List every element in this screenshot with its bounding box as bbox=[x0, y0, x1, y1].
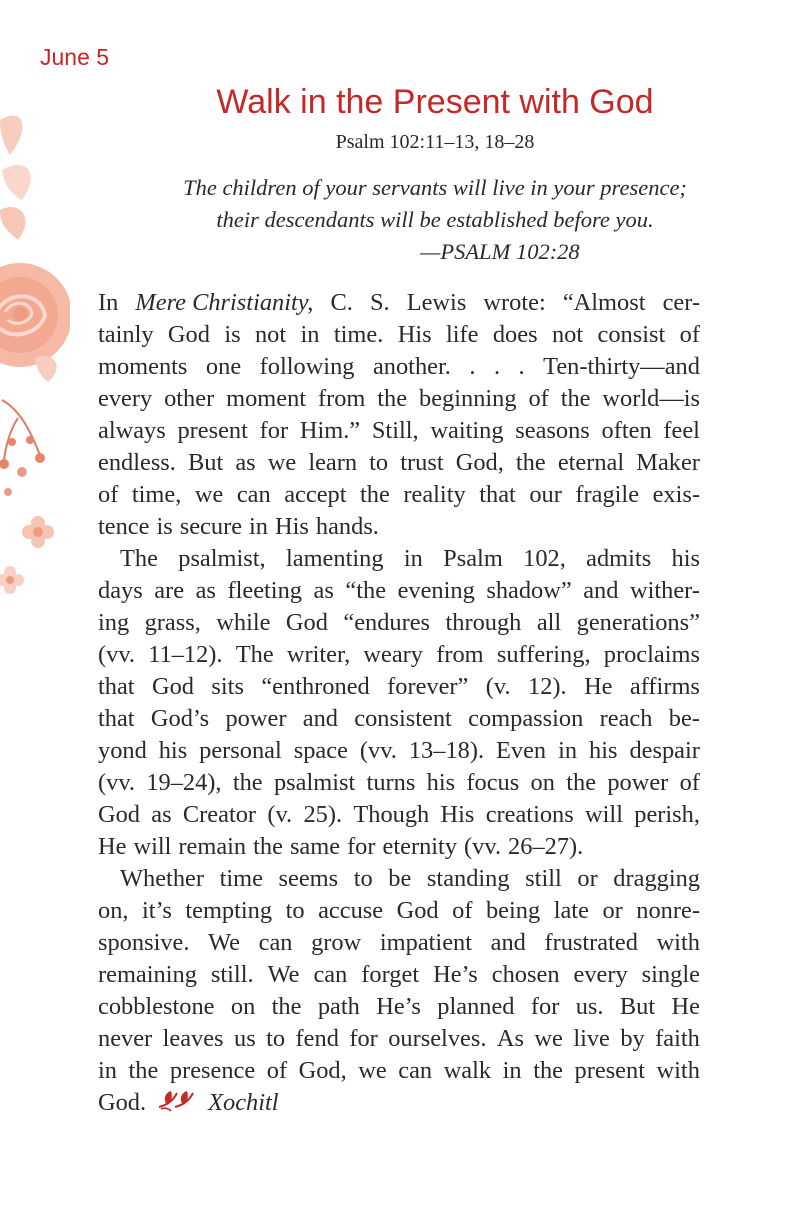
word: of bbox=[98, 481, 119, 508]
word: the bbox=[533, 1057, 563, 1084]
word: in bbox=[249, 513, 269, 540]
text-line bbox=[98, 351, 700, 383]
word: be- bbox=[668, 705, 700, 732]
word: always bbox=[98, 417, 166, 444]
word: as bbox=[235, 449, 256, 476]
word: the bbox=[253, 833, 283, 860]
word: shadow” bbox=[486, 577, 572, 604]
verse-line: The children of your servants will live in your presence; bbox=[183, 175, 687, 200]
word: accept bbox=[284, 481, 347, 508]
word: He bbox=[671, 993, 700, 1020]
text-line bbox=[98, 671, 700, 703]
word: “enthroned bbox=[261, 673, 370, 700]
word: walk bbox=[443, 1057, 492, 1084]
word: despair bbox=[629, 737, 700, 764]
word: (vv. bbox=[464, 833, 502, 860]
word: eternity bbox=[382, 833, 458, 860]
word: the bbox=[377, 385, 408, 412]
word: and bbox=[583, 577, 619, 604]
text-line bbox=[98, 383, 700, 415]
word: and bbox=[490, 929, 526, 956]
word: . bbox=[518, 353, 525, 380]
word: He bbox=[584, 673, 613, 700]
word: (v. bbox=[267, 801, 293, 828]
text-line bbox=[98, 543, 700, 575]
word: God, bbox=[455, 449, 504, 476]
double-leaf-icon bbox=[157, 1087, 197, 1113]
word: while bbox=[216, 609, 271, 636]
word: evening bbox=[397, 577, 475, 604]
word: single bbox=[641, 961, 700, 988]
word: waiting bbox=[430, 417, 504, 444]
word: same bbox=[289, 833, 341, 860]
word: to bbox=[369, 449, 389, 476]
word: life bbox=[445, 321, 479, 348]
word: seasons bbox=[515, 417, 590, 444]
word: ourselves. bbox=[388, 1025, 487, 1052]
word: every bbox=[573, 961, 628, 988]
word: another. bbox=[372, 353, 451, 380]
text-line bbox=[98, 479, 700, 511]
word: his bbox=[589, 737, 618, 764]
word: standing bbox=[426, 865, 510, 892]
text-line bbox=[98, 799, 700, 831]
word: in bbox=[502, 1057, 522, 1084]
word: late bbox=[553, 897, 589, 924]
text-line bbox=[98, 959, 700, 991]
word: time bbox=[219, 865, 263, 892]
word: compassion bbox=[468, 705, 584, 732]
word: 19–24), bbox=[146, 769, 222, 796]
word: God, bbox=[298, 1057, 347, 1084]
word: nonre- bbox=[636, 897, 700, 924]
word: endless. bbox=[98, 449, 176, 476]
word: with bbox=[656, 929, 700, 956]
word: to bbox=[353, 865, 373, 892]
text-line bbox=[98, 863, 700, 895]
devotional-body bbox=[98, 287, 700, 1119]
word: path bbox=[317, 993, 360, 1020]
text-line bbox=[98, 1055, 700, 1087]
word: from bbox=[436, 641, 484, 668]
word: being bbox=[485, 897, 541, 924]
word: wither- bbox=[629, 577, 700, 604]
text-line bbox=[98, 735, 700, 767]
word: on bbox=[230, 993, 256, 1020]
word: cer- bbox=[662, 289, 700, 316]
word: it’s bbox=[142, 897, 172, 924]
word: not bbox=[254, 321, 287, 348]
word: feel bbox=[663, 417, 700, 444]
word: Even bbox=[496, 737, 547, 764]
word: 11–12). bbox=[148, 641, 223, 668]
word: exis- bbox=[652, 481, 700, 508]
word: that bbox=[479, 481, 516, 508]
word: hands. bbox=[315, 513, 379, 540]
word: the bbox=[560, 385, 591, 412]
word: God’s bbox=[150, 705, 210, 732]
word: can bbox=[258, 929, 293, 956]
word: grow bbox=[311, 929, 362, 956]
word: tainly bbox=[98, 321, 154, 348]
word: every bbox=[98, 385, 153, 412]
word: creations bbox=[485, 801, 574, 828]
word: “the bbox=[345, 577, 387, 604]
word: as bbox=[313, 577, 334, 604]
word: cobblestone bbox=[98, 993, 215, 1020]
word: of bbox=[452, 897, 473, 924]
word: the bbox=[271, 993, 302, 1020]
word: his bbox=[426, 769, 456, 796]
word: writer, bbox=[286, 641, 351, 668]
word: of bbox=[528, 385, 549, 412]
scripture-reference: Psalm 102:11–13, 18–28 bbox=[335, 131, 535, 153]
word: following bbox=[259, 353, 355, 380]
word: affirms bbox=[629, 673, 700, 700]
word: C. bbox=[330, 289, 353, 316]
word: . bbox=[493, 353, 501, 380]
word: as bbox=[151, 801, 172, 828]
word: us. bbox=[575, 993, 604, 1020]
word: are bbox=[154, 577, 185, 604]
word: 25). bbox=[303, 801, 343, 828]
word: 12). bbox=[528, 673, 567, 700]
word: generations” bbox=[576, 609, 700, 636]
word: Lewis bbox=[406, 289, 467, 316]
word: trust bbox=[400, 449, 444, 476]
word: of bbox=[266, 1057, 288, 1084]
word: God bbox=[98, 801, 141, 828]
word: through bbox=[445, 609, 522, 636]
word: In bbox=[98, 289, 119, 316]
word: (vv. bbox=[359, 737, 397, 764]
verse-line: their descendants will be established before you. bbox=[216, 207, 654, 232]
word: . bbox=[469, 353, 476, 380]
word: can bbox=[236, 481, 271, 508]
word: still. bbox=[210, 961, 254, 988]
word: 26–27). bbox=[508, 833, 584, 860]
word: dragging bbox=[613, 865, 700, 892]
word: seems bbox=[278, 865, 339, 892]
word: often bbox=[601, 417, 652, 444]
word: learn bbox=[308, 449, 358, 476]
word: remain bbox=[178, 833, 247, 860]
text-line bbox=[98, 1087, 700, 1119]
word: other bbox=[164, 385, 215, 412]
word: focus bbox=[466, 769, 520, 796]
word: suffering, bbox=[496, 641, 591, 668]
word: “Almost bbox=[562, 289, 646, 316]
word: leaves bbox=[162, 1025, 224, 1052]
word: chosen bbox=[491, 961, 560, 988]
word: power bbox=[607, 769, 669, 796]
word: 13–18). bbox=[408, 737, 485, 764]
word: 102, bbox=[523, 545, 566, 572]
word: the bbox=[232, 769, 263, 796]
word: lamenting bbox=[285, 545, 384, 572]
word: and bbox=[302, 705, 338, 732]
word: on, bbox=[98, 897, 129, 924]
word: forget bbox=[361, 961, 420, 988]
word: from bbox=[317, 385, 366, 412]
word: He’s bbox=[433, 961, 478, 988]
word: is bbox=[224, 321, 241, 348]
word: We bbox=[267, 961, 300, 988]
word: his bbox=[158, 737, 188, 764]
word: faith bbox=[655, 1025, 700, 1052]
word: Creator bbox=[182, 801, 257, 828]
word: psalmist, bbox=[178, 545, 266, 572]
word: personal bbox=[199, 737, 282, 764]
word: weary bbox=[363, 641, 424, 668]
word: in bbox=[558, 737, 578, 764]
word: his bbox=[671, 545, 700, 572]
word: be bbox=[388, 865, 412, 892]
word: we bbox=[534, 1025, 563, 1052]
word: perish, bbox=[634, 801, 700, 828]
verse-citation: —PSALM 102:28 bbox=[420, 239, 580, 264]
word: consist bbox=[597, 321, 666, 348]
word: ing bbox=[98, 609, 130, 636]
text-line bbox=[98, 319, 700, 351]
word: His bbox=[440, 801, 475, 828]
word: world—is bbox=[602, 385, 700, 412]
word: in bbox=[300, 321, 320, 348]
text-line bbox=[98, 1023, 700, 1055]
word: that bbox=[98, 673, 135, 700]
word: in bbox=[98, 1057, 117, 1084]
word: we bbox=[194, 481, 224, 508]
paragraph bbox=[98, 863, 700, 1119]
word: sponsive. bbox=[98, 929, 190, 956]
page-title: Walk in the Present with God bbox=[216, 83, 654, 121]
text-line bbox=[98, 511, 700, 543]
word: God. bbox=[98, 1089, 147, 1116]
word: that bbox=[98, 705, 135, 732]
key-verse bbox=[90, 172, 780, 268]
text-line bbox=[98, 831, 700, 863]
word: never bbox=[98, 1025, 153, 1052]
text-line bbox=[98, 447, 700, 479]
word: “endures bbox=[343, 609, 431, 636]
text-line bbox=[98, 927, 700, 959]
word: forever” bbox=[387, 673, 469, 700]
word: days bbox=[98, 577, 143, 604]
word: remaining bbox=[98, 961, 197, 988]
word: tempting bbox=[185, 897, 273, 924]
word: God bbox=[285, 609, 328, 636]
word: one bbox=[205, 353, 242, 380]
word: grass, bbox=[144, 609, 201, 636]
word: yond bbox=[98, 737, 147, 764]
text-line bbox=[98, 607, 700, 639]
word: (vv. bbox=[98, 769, 136, 796]
word: Him.” bbox=[299, 417, 361, 444]
word: accuse bbox=[318, 897, 384, 924]
word: can bbox=[398, 1057, 433, 1084]
word: The bbox=[120, 545, 158, 572]
word: Psalm bbox=[443, 545, 503, 572]
word: the bbox=[515, 449, 546, 476]
word: for bbox=[530, 993, 560, 1020]
text-line bbox=[98, 991, 700, 1023]
word: with bbox=[656, 1057, 700, 1084]
word: But bbox=[188, 449, 224, 476]
word: by bbox=[620, 1025, 645, 1052]
word: presence bbox=[169, 1057, 256, 1084]
word: on bbox=[530, 769, 555, 796]
word: (v. bbox=[485, 673, 511, 700]
word: Ten-thirty—and bbox=[543, 353, 700, 380]
word: He’s bbox=[376, 993, 421, 1020]
word: fragile bbox=[575, 481, 640, 508]
word: will bbox=[585, 801, 623, 828]
date-label: June 5 bbox=[40, 44, 110, 70]
word: proclaims bbox=[603, 641, 700, 668]
text-line bbox=[98, 639, 700, 671]
word: God bbox=[167, 321, 210, 348]
word: wrote: bbox=[483, 289, 546, 316]
word: present bbox=[574, 1057, 645, 1084]
word: for bbox=[347, 833, 376, 860]
word: frustrated bbox=[544, 929, 638, 956]
text-line bbox=[98, 575, 700, 607]
word: planned bbox=[437, 993, 515, 1020]
word: He bbox=[98, 833, 127, 860]
word: in bbox=[403, 545, 423, 572]
word: as bbox=[195, 577, 216, 604]
word: present bbox=[177, 417, 248, 444]
word: the bbox=[360, 481, 390, 508]
word: for bbox=[259, 417, 289, 444]
word: we bbox=[267, 449, 297, 476]
word: fend bbox=[295, 1025, 339, 1052]
text-line bbox=[98, 703, 700, 735]
word: our bbox=[529, 481, 562, 508]
word: beginning bbox=[419, 385, 517, 412]
word: live bbox=[573, 1025, 610, 1052]
word: We bbox=[208, 929, 240, 956]
word: or bbox=[602, 897, 623, 924]
word: or bbox=[577, 865, 598, 892]
word: secure bbox=[179, 513, 243, 540]
word: S. bbox=[369, 289, 390, 316]
word: As bbox=[496, 1025, 524, 1052]
word: all bbox=[536, 609, 562, 636]
word: time, bbox=[131, 481, 182, 508]
word: to bbox=[285, 897, 305, 924]
word: Maker bbox=[636, 449, 700, 476]
word: sits bbox=[211, 673, 244, 700]
paragraph bbox=[98, 287, 700, 543]
word: Mere Christianity, bbox=[135, 289, 314, 316]
word: the bbox=[128, 1057, 159, 1084]
word: us bbox=[234, 1025, 256, 1052]
word: reality bbox=[403, 481, 466, 508]
paragraph bbox=[98, 543, 700, 863]
word: psalmist bbox=[273, 769, 356, 796]
word: we bbox=[358, 1057, 387, 1084]
word: impatient bbox=[379, 929, 472, 956]
word: admits bbox=[586, 545, 652, 572]
word: The bbox=[235, 641, 274, 668]
text-line bbox=[98, 767, 700, 799]
word: is bbox=[156, 513, 173, 540]
text-line bbox=[98, 415, 700, 447]
word: God bbox=[151, 673, 194, 700]
word: power bbox=[225, 705, 287, 732]
word: His bbox=[397, 321, 432, 348]
word: still bbox=[525, 865, 562, 892]
word: Though bbox=[353, 801, 430, 828]
word: not bbox=[551, 321, 584, 348]
word: will bbox=[133, 833, 172, 860]
author-name: Xochitl bbox=[208, 1089, 279, 1116]
word: for bbox=[349, 1025, 378, 1052]
word: the bbox=[566, 769, 597, 796]
word: to bbox=[266, 1025, 286, 1052]
word: But bbox=[619, 993, 656, 1020]
text-line bbox=[98, 287, 700, 319]
word: can bbox=[313, 961, 348, 988]
word: reach bbox=[599, 705, 653, 732]
word: eternal bbox=[557, 449, 625, 476]
word: Whether bbox=[120, 865, 204, 892]
word: of bbox=[679, 769, 700, 796]
text-line bbox=[98, 895, 700, 927]
word: moments bbox=[98, 353, 188, 380]
word: does bbox=[492, 321, 538, 348]
word: tence bbox=[98, 513, 150, 540]
word: time. bbox=[333, 321, 384, 348]
word: God bbox=[396, 897, 439, 924]
word: (vv. bbox=[98, 641, 136, 668]
word: Still, bbox=[371, 417, 419, 444]
word: of bbox=[679, 321, 700, 348]
word: fleeting bbox=[227, 577, 302, 604]
word: His bbox=[275, 513, 309, 540]
word: space bbox=[293, 737, 348, 764]
word: moment bbox=[226, 385, 307, 412]
word: turns bbox=[366, 769, 416, 796]
floral-decoration-icon bbox=[0, 100, 70, 620]
word: consistent bbox=[354, 705, 452, 732]
